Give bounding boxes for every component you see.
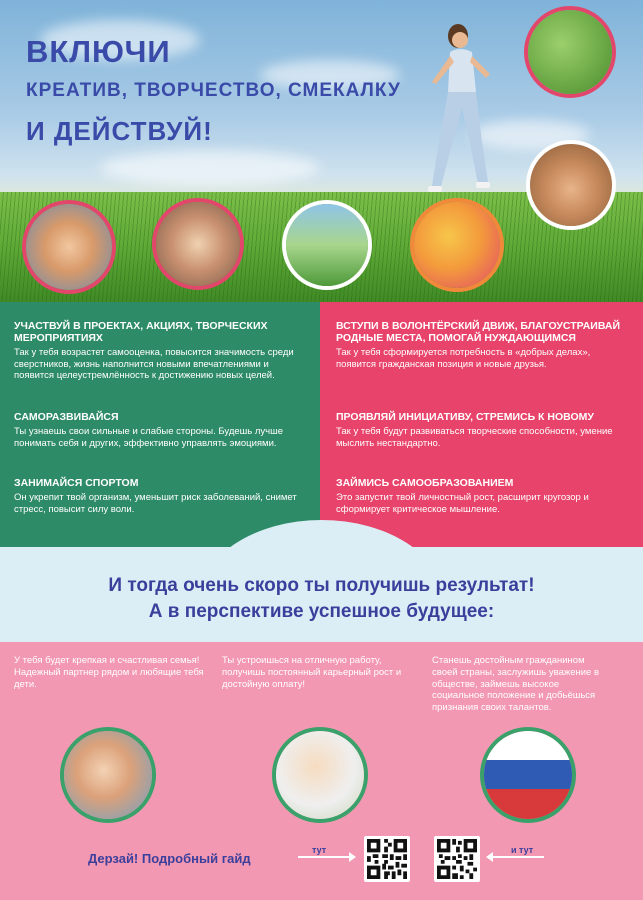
advice-heading: ВСТУПИ В ВОЛОНТЁРСКИЙ ДВИЖ, БЛАГОУСТРАИВАЙ РОДНЫЕ МЕСТА, ПОМОГАЙ НУЖДАЮЩИМСЯ — [336, 320, 621, 344]
classroom-photo — [152, 198, 244, 290]
arrow-label-also-here: и тут — [511, 845, 534, 855]
hero-title-line1: ВКЛЮЧИ — [26, 34, 171, 69]
guide-cta-text: Дерзай! Подробный гайд — [88, 851, 251, 866]
advice-heading: ЗАЙМИСЬ САМООБРАЗОВАНИЕМ — [336, 477, 514, 489]
advice-text: Это запустит твой личностный рост, расширит кругозор и сформирует критическое мышление. — [336, 492, 589, 515]
volunteers-photo — [524, 6, 616, 98]
advice-block — [14, 411, 310, 449]
students-group-photo — [22, 200, 116, 294]
result-heading-line1: И тогда очень скоро ты получишь результат! — [108, 575, 535, 596]
hero-title-line3: И ДЕЙСТВУЙ! — [26, 116, 213, 146]
outcome-text-citizen: Станешь достойным гражданином своей страны, заслужишь уважение в обществе, займешь высокое социальное положение и добьёшься признания своих талантов. — [432, 655, 600, 714]
stage-speaker-photo — [410, 198, 504, 292]
arrow-label-here: тут — [312, 845, 327, 855]
arrow-right-icon — [298, 856, 350, 858]
qr-code-icon — [437, 839, 477, 879]
advice-text: Ты узнаешь свои сильные и слабые стороны. Будешь лучше понимать себя и других, эффективно управлять эмоциями. — [14, 426, 284, 449]
advice-heading: САМОРАЗВИВАЙСЯ — [14, 411, 119, 423]
qr-code-2[interactable] — [434, 836, 480, 882]
advice-block — [14, 477, 310, 515]
advice-block — [336, 411, 632, 449]
advice-text: Так у тебя сформируется потребность в «добрых делах», появится гражданская позиция и новые друзья. — [336, 347, 591, 370]
running-girl-image — [420, 22, 510, 200]
advice-text: Он укрепит твой организм, уменьшит риск заболеваний, снимет стресс, повысит силу воли. — [14, 492, 297, 515]
football-photo — [282, 200, 372, 290]
hero-title-line2: КРЕАТИВ, ТВОРЧЕСТВО, СМЕКАЛКУ — [26, 80, 401, 101]
advice-block — [14, 320, 310, 382]
reading-students-photo — [526, 140, 616, 230]
citizens-flag-photo — [480, 727, 576, 823]
arrow-left-icon — [492, 856, 544, 858]
advice-block — [336, 477, 632, 515]
outcome-text-family: У тебя будет крепкая и счастливая семья! Надежный партнер рядом и любящие тебя дети. — [14, 655, 204, 690]
advice-block — [336, 320, 632, 370]
outcome-text-career: Ты устроишься на отличную работу, получишь постоянный карьерный рост и достойную оплату! — [222, 655, 402, 690]
advice-text: Так у тебя будут развиваться творческие способности, умение мыслить нестандартно. — [336, 426, 613, 449]
qr-code-icon — [367, 839, 407, 879]
advice-heading: ПРОЯВЛЯЙ ИНИЦИАТИВУ, СТРЕМИСЬ К НОВОМУ — [336, 411, 594, 423]
family-photo — [60, 727, 156, 823]
advice-heading: ЗАНИМАЙСЯ СПОРТОМ — [14, 477, 139, 489]
qr-code-1[interactable] — [364, 836, 410, 882]
result-heading-line2: А в перспективе успешное будущее: — [148, 601, 495, 622]
advice-text: Так у тебя возрастет самооценка, повысится значимость среди сверстников, жизнь наполнится новыми впечатлениями и появится целеустремлённость к достижению новых целей. — [14, 347, 294, 382]
advice-heading: УЧАСТВУЙ В ПРОЕКТАХ, АКЦИЯХ, ТВОРЧЕСКИХ МЕРОПРИЯТИЯХ — [14, 320, 268, 344]
office-worker-photo — [272, 727, 368, 823]
